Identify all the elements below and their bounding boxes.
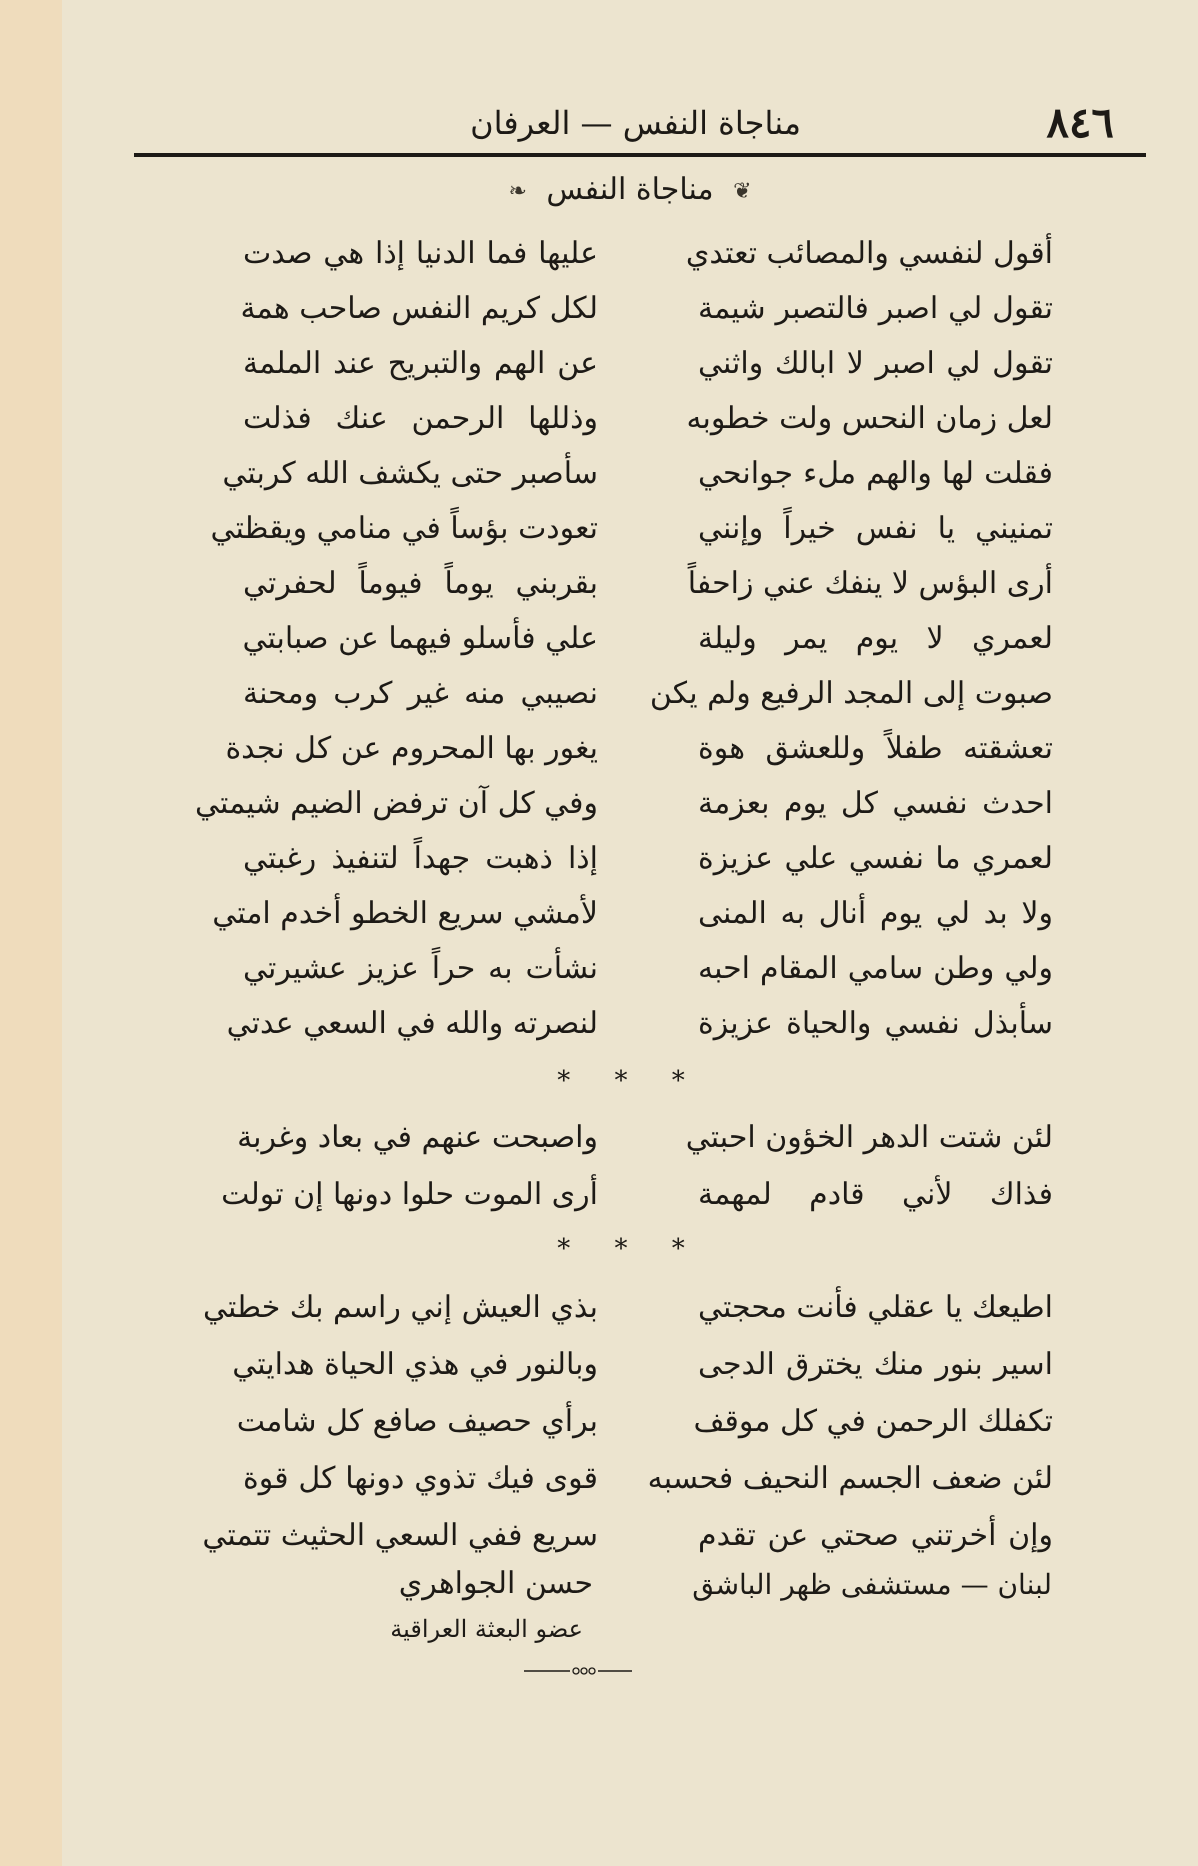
- verse: [62, 1457, 1198, 1514]
- verse-second-hemistich: عن الهم والتبريح عند الملمة: [243, 346, 598, 381]
- verse-first-hemistich: لعمري لا يوم يمر وليلة: [698, 621, 1053, 656]
- section-separator: * * *: [557, 1066, 703, 1096]
- verse-second-hemistich: بقربني يوماً فيوماً لحفرتي: [243, 566, 598, 601]
- verse-second-hemistich: إذا ذهبت جهداً لتنفيذ رغبتي: [243, 841, 598, 876]
- verse-second-hemistich: يغور بها المحروم عن كل نجدة: [225, 731, 598, 766]
- verse-first-hemistich: لعل زمان النحس ولت خطوبه: [686, 401, 1053, 436]
- verse: [62, 1173, 1198, 1230]
- verse-first-hemistich: صبوت إلى المجد الرفيع ولم يكن: [649, 676, 1053, 711]
- author-name: حسن الجواهري: [398, 1566, 593, 1601]
- title-ornament-left-icon: ❧: [508, 178, 527, 204]
- verse-second-hemistich: لأمشي سريع الخطو أخدم امتي: [212, 896, 598, 931]
- author-affiliation: عضو البعثة العراقية: [390, 1615, 583, 1643]
- verse-second-hemistich: قوى فيك تذوي دونها كل قوة: [243, 1461, 598, 1496]
- stanza-3: [62, 1286, 1198, 1571]
- verse-first-hemistich: وإن أخرتني صحتي عن تقدم: [698, 1518, 1053, 1553]
- verse-second-hemistich: برأي حصيف صافع كل شامت: [236, 1404, 598, 1439]
- verse: [62, 1116, 1198, 1173]
- verse-first-hemistich: تكفلك الرحمن في كل موقف: [693, 1404, 1053, 1439]
- verse-first-hemistich: تعشقته طفلاً وللعشق هوة: [698, 731, 1053, 766]
- header-rule: [134, 153, 1146, 157]
- verse: [62, 452, 1198, 507]
- verse-second-hemistich: سريع ففي السعي الحثيث تتمتي: [202, 1518, 598, 1553]
- verse: [62, 672, 1198, 727]
- verse-second-hemistich: وفي كل آن ترفض الضيم شيمتي: [195, 786, 598, 821]
- verse-first-hemistich: سأبذل نفسي والحياة عزيزة: [698, 1006, 1053, 1041]
- verse-first-hemistich: تقول لي اصبر فالتصبر شيمة: [698, 291, 1053, 326]
- stanza-2: [62, 1116, 1198, 1230]
- verse: [62, 1002, 1198, 1057]
- verse-first-hemistich: فذاك لأني قادم لمهمة: [698, 1177, 1053, 1212]
- verse: [62, 617, 1198, 672]
- verse-second-hemistich: علي فأسلو فيهما عن صبابتي: [242, 621, 598, 656]
- verse-second-hemistich: نصيبي منه غير كرب ومحنة: [243, 676, 598, 711]
- verse-first-hemistich: ولي وطن سامي المقام احبه: [698, 951, 1053, 986]
- verse-second-hemistich: تعودت بؤساً في منامي ويقظتي: [210, 511, 598, 546]
- verse: [62, 232, 1198, 287]
- verse-second-hemistich: وذللها الرحمن عنك فذلت: [243, 401, 598, 436]
- verse: [62, 947, 1198, 1002]
- end-ornament-icon: [524, 1664, 632, 1678]
- verse-first-hemistich: فقلت لها والهم ملء جوانحي: [698, 456, 1053, 491]
- verse-first-hemistich: أقول لنفسي والمصائب تعتدي: [685, 236, 1053, 271]
- verse-first-hemistich: لئن ضعف الجسم النحيف فحسبه: [647, 1461, 1053, 1496]
- verse-first-hemistich: لعمري ما نفسي علي عزيزة: [698, 841, 1053, 876]
- place-line: لبنان — مستشفى ظهر الباشق: [692, 1568, 1052, 1601]
- verse-second-hemistich: وبالنور في هذي الحياة هدايتي: [232, 1347, 598, 1382]
- verse-first-hemistich: تمنيني يا نفس خيراً وإنني: [698, 511, 1053, 546]
- verse: [62, 1286, 1198, 1343]
- verse: [62, 782, 1198, 837]
- verse: [62, 342, 1198, 397]
- running-title: مناجاة النفس — العرفان: [470, 104, 801, 142]
- verse: [62, 727, 1198, 782]
- verse-first-hemistich: اطيعك يا عقلي فأنت محجتي: [698, 1290, 1053, 1325]
- verse: [62, 837, 1198, 892]
- verse-second-hemistich: بذي العيش إني راسم بك خطتي: [203, 1290, 598, 1325]
- verse: [62, 1400, 1198, 1457]
- title-ornament-right-icon: ❦: [733, 178, 752, 204]
- verse-first-hemistich: تقول لي اصبر لا ابالك واثني: [698, 346, 1053, 381]
- verse: [62, 507, 1198, 562]
- verse-second-hemistich: سأصبر حتى يكشف الله كربتي: [222, 456, 598, 491]
- poem-title-line: [62, 172, 1198, 207]
- verse-first-hemistich: أرى البؤس لا ينفك عني زاحفاً: [687, 566, 1053, 601]
- verse: [62, 397, 1198, 452]
- verse-second-hemistich: لكل كريم النفس صاحب همة: [240, 291, 598, 326]
- page-number: ٨٤٦: [1046, 98, 1114, 147]
- verse: [62, 1514, 1198, 1571]
- verse-first-hemistich: لئن شتت الدهر الخؤون احبتي: [685, 1120, 1053, 1155]
- verse: [62, 1343, 1198, 1400]
- page-header: [134, 92, 1146, 152]
- verse-second-hemistich: لنصرته والله في السعي عدتي: [226, 1006, 598, 1041]
- verse: [62, 562, 1198, 617]
- verse-first-hemistich: ولا بد لي يوم أنال به المنى: [698, 896, 1053, 931]
- verse-second-hemistich: نشأت به حراً عزيز عشيرتي: [243, 951, 598, 986]
- section-separator: * * *: [557, 1234, 703, 1264]
- verse-second-hemistich: أرى الموت حلوا دونها إن تولت: [221, 1177, 598, 1212]
- verse: [62, 892, 1198, 947]
- verse: [62, 287, 1198, 342]
- verse-second-hemistich: واصبحت عنهم في بعاد وغربة: [237, 1120, 598, 1155]
- verse-second-hemistich: عليها فما الدنيا إذا هي صدت: [243, 236, 598, 271]
- page: [62, 0, 1198, 1866]
- verse-first-hemistich: اسير بنور منك يخترق الدجى: [698, 1347, 1053, 1382]
- poem-title: مناجاة النفس: [546, 172, 714, 207]
- stanza-1: [62, 232, 1198, 1057]
- verse-first-hemistich: احدث نفسي كل يوم بعزمة: [698, 786, 1053, 821]
